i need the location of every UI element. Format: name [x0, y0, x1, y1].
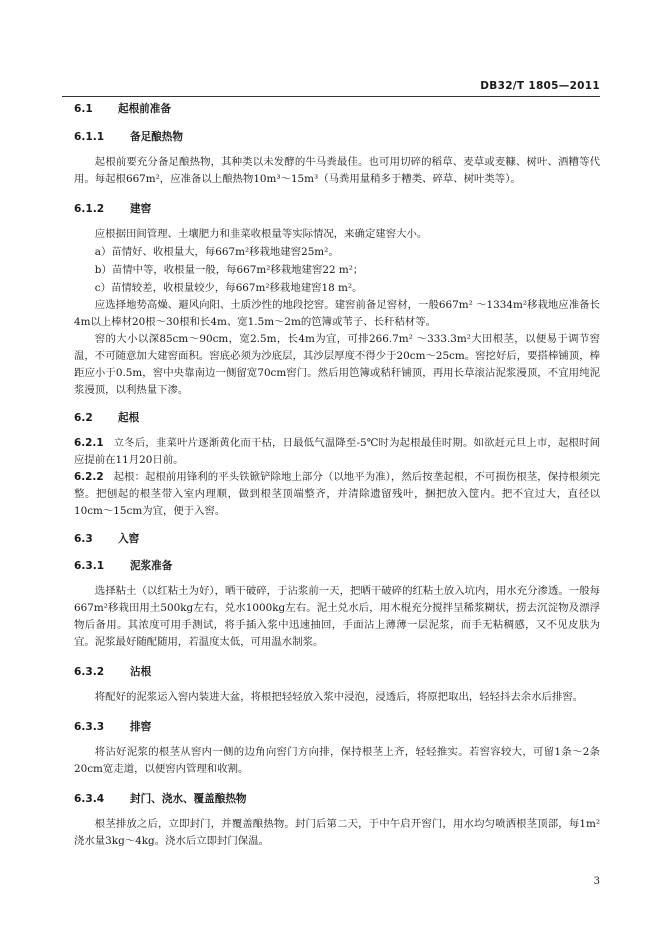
list-item: b）苗情中等，收根量一般，每667m²移栽地建窖22 m²； [94, 264, 364, 276]
paragraph [74, 469, 600, 520]
section-number: 6.3 [74, 533, 93, 545]
paragraph: 应选择地势高燥、避风向阳、土质沙性的地段挖窖。建窖前备足窖材，一般667m² ～1334m²移栽地应准备长4m以上棒材20根～30根和长4m、宽1.5m～2m的笆簿或苇子、长秆秸材等。 [74, 299, 600, 328]
paragraph: 窖的大小以深85cm～90cm，宽2.5m，长4m为宜，可排266.7m² ～333.3m²大田根茎，以便易于调节窖温，不可随意加大建窖面积。窖底必须为沙底层，其沙层厚度不得少于20cm～25cm。窖挖好后，要搭棒铺顶，棒距应小于0.5m，窖中央靠南边一侧留宽70cm窖门。然后用笆簿或秸秆铺顶，再用长草滚沾泥浆漫顶，不宜用纯泥浆漫顶，以利热量下渗。 [74, 333, 600, 396]
section-title: 建窖 [130, 203, 152, 215]
section-number: 6.3.1 [74, 560, 105, 572]
clause-text: 起根：起根前用锋利的平头铁锨铲除地上部分（以地平为准），然后按垄起根，不可损伤根茎，保持根须完整。把刨起的根茎带入室内理顺，做到根茎顶端整齐，并清除遗留残叶，捆把放入筐内。把不宜过大，直径以10cm～15cm为宜，便于入窖。 [74, 471, 600, 517]
subsection-heading [74, 202, 600, 216]
document-code: DB32/T 1805—2011 [480, 80, 600, 92]
paragraph: 将沾好泥浆的根茎从窖内一侧的边角向窖门方向排，保持根茎上齐，轻轻推实。若窖容较大，可留1条～2条20cm宽走道，以便窖内管理和收割。 [74, 746, 600, 775]
section-number: 6.2 [74, 412, 93, 424]
page-number: 3 [593, 876, 600, 887]
section-number: 6.1 [74, 103, 93, 115]
clause-text: 立冬后，韭菜叶片逐渐黄化而干枯，日最低气温降至-5℃时为起根最佳时期。如欲赶元旦上市，起根时间应提前在11月20日前。 [74, 437, 600, 466]
section-heading [74, 532, 600, 546]
paragraph: 应根据田间管理、土壤肥力和韭菜收根量等实际情况，来确定建窖大小。 [94, 228, 428, 240]
paragraph: 根茎排放之后，立即封门，并覆盖酿热物。封门后第二天，于中午启开窖门，用水均匀喷洒根茎顶部，每1m²浇水量3kg～4kg。浇水后立即封门保温。 [74, 818, 600, 847]
subsection-heading [74, 720, 600, 734]
section-title: 备足酿热物 [130, 131, 183, 143]
document-body [74, 102, 600, 850]
section-title: 泥浆准备 [130, 560, 173, 572]
list-item: c）苗情较差，收根量较少，每667m²移栽地建窖18 m²。 [94, 282, 363, 294]
section-number: 6.3.4 [74, 793, 105, 805]
section-heading [74, 102, 600, 116]
section-title: 排窖 [130, 721, 152, 733]
section-title: 起根 [118, 412, 140, 424]
paragraph: 选择粘土（以红粘土为好），晒干破碎，于沾浆前一天，把晒干破碎的红粘土放入坑内，用水充分渗透。一般每667m²移栽田用土500kg左右，兑水1000kg左右。泥土兑水后，用木棍充分搅拌呈稀浆糊状，捞去沉淀物及漂浮物后备用。其浓度可用手测试，将手插入浆中迅速抽回，手面沾上薄薄一层泥浆，而手无粘稠感，又不见皮肤为宜。泥浆最好随配随用，若温度太低，可用温水制浆。 [74, 585, 600, 648]
section-title: 起根前准备 [118, 103, 171, 115]
section-heading [74, 411, 600, 425]
subsection-heading [74, 665, 600, 679]
section-number: 6.3.3 [74, 721, 105, 733]
paragraph [74, 435, 600, 469]
subsection-heading [74, 130, 600, 144]
section-title: 入窖 [118, 533, 140, 545]
section-number: 6.1.1 [74, 131, 105, 143]
section-number: 6.1.2 [74, 203, 105, 215]
paragraph: 将配好的泥浆运入窖内装进大盆，将根把轻轻放入浆中浸泡，浸透后，将原把取出，轻轻抖去余水后排窖。 [94, 691, 584, 703]
section-number: 6.3.2 [74, 666, 105, 678]
list-item: a）苗情好、收根量大，每667m²移栽地建窖25m²。 [94, 246, 339, 258]
clause-number: 6.2.1 [74, 437, 104, 449]
clause-number: 6.2.2 [74, 471, 104, 483]
header-rule [62, 96, 600, 97]
section-title: 封门、浇水、覆盖酿热物 [130, 793, 247, 805]
subsection-heading [74, 559, 600, 573]
subsection-heading [74, 792, 600, 806]
paragraph: 起根前要充分备足酿热物，其种类以未发酵的牛马粪最佳。也可用切碎的稻草、麦草或麦糠、树叶、酒糟等代用。每起根667m²，应准备以上酿热物10m³～15m³（马粪用量稍多于糟类、碎草、树叶类等）。 [74, 156, 600, 185]
section-title: 沾根 [130, 666, 152, 678]
